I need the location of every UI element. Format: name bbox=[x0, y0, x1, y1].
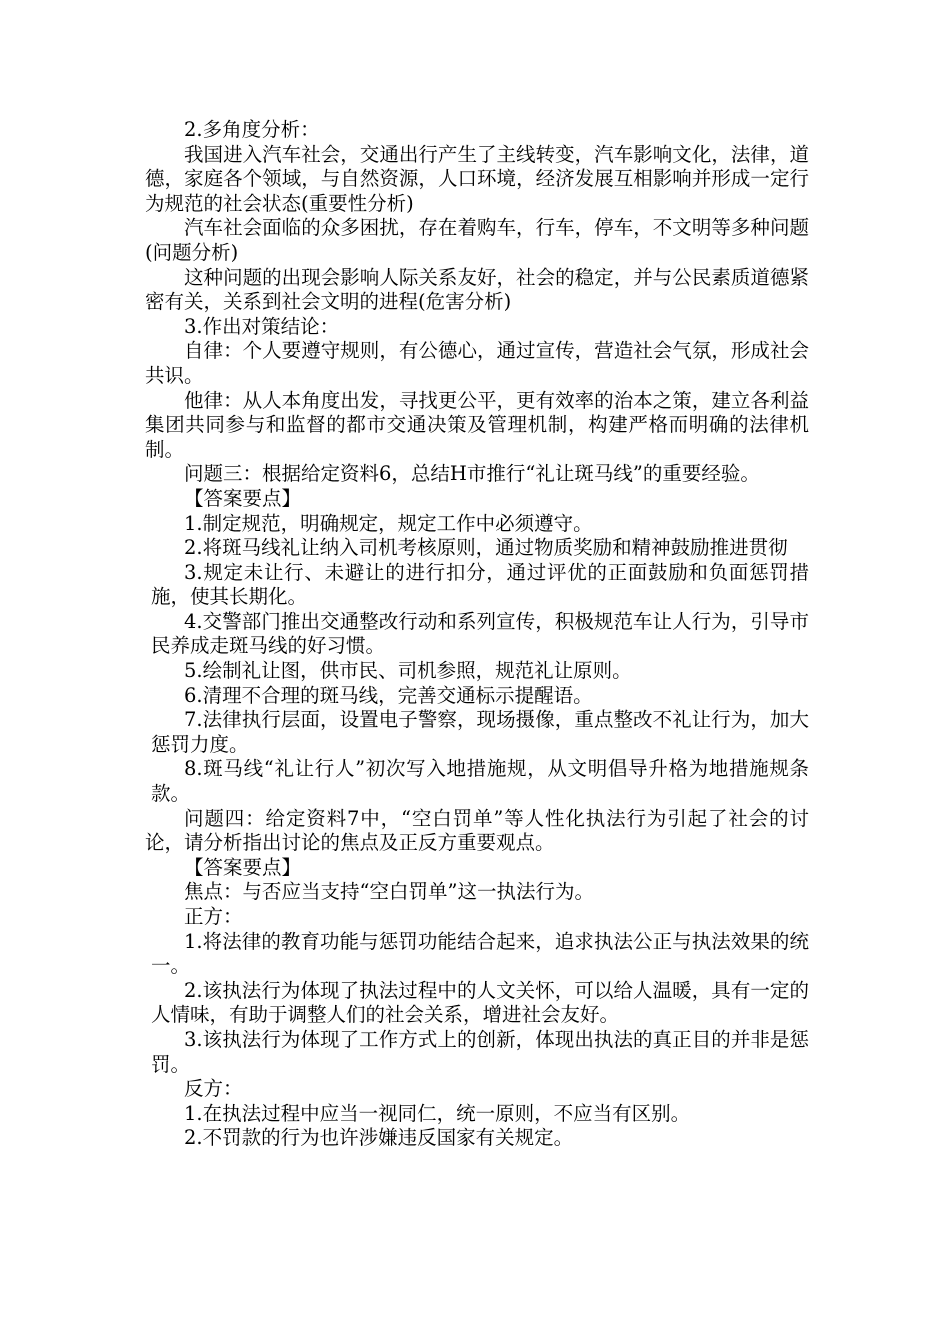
pro-point: 2.该执法行为体现了执法过程中的人文关怀，可以给人温暖，具有一定的人情味，有助于调整人们的社会关系，增进社会友好。 bbox=[151, 978, 809, 1027]
paragraph-self-discipline: 自律：个人要遵守规则，有公德心，通过宣传，营造社会气氛，形成社会共识。 bbox=[145, 339, 809, 387]
heading-pro-side: 正方： bbox=[184, 905, 243, 928]
pro-point: 3.该执法行为体现了工作方式上的创新，体现出执法的真正目的并非是惩罚。 bbox=[151, 1027, 809, 1076]
paragraph-problem-analysis: 汽车社会面临的众多困扰，存在着购车，行车，停车，不文明等多种问题(问题分析) bbox=[145, 216, 809, 264]
heading-con-side: 反方： bbox=[184, 1077, 243, 1101]
answer-points-heading: 【答案要点】 bbox=[184, 486, 302, 510]
answer-item: 5.绘制礼让图，供市民、司机参照，规范礼让原则。 bbox=[184, 659, 632, 683]
question-four: 问题四：给定资料7中，“空白罚单”等人性化执法行为引起了社会的讨论，请分析指出讨论的焦点及正反方重要观点。 bbox=[145, 806, 809, 855]
answer-item: 7.法律执行层面，设置电子警察，现场摄像，重点整改不礼让行为，加大惩罚力度。 bbox=[151, 708, 809, 756]
answer-item: 8.斑马线“礼让行人”初次写入地措施规，从文明倡导升格为地措施规条款。 bbox=[151, 757, 809, 806]
answer-item: 3.规定未让行、未避让的进行扣分，通过评优的正面鼓励和负面惩罚措施，使其长期化。 bbox=[151, 560, 809, 609]
heading-multi-angle-analysis: 2.多角度分析： bbox=[184, 118, 320, 141]
paragraph-importance-analysis: 我国进入汽车社会，交通出行产生了主线转变，汽车影响文化，法律，道德，家庭各个领域，与自然资源，人口环境，经济发展互相影响并形成一定行为规范的社会状态(重要性分析) bbox=[145, 142, 809, 215]
paragraph-focus: 焦点：与否应当支持“空白罚单”这一执法行为。 bbox=[184, 880, 594, 904]
document-body bbox=[145, 118, 809, 1151]
con-point: 1.在执法过程中应当一视同仁，统一原则，不应当有区别。 bbox=[184, 1101, 691, 1125]
answer-item: 1.制定规范，明确规定，规定工作中必须遵守。 bbox=[184, 511, 593, 535]
paragraph-harm-analysis: 这种问题的出现会影响人际关系友好，社会的稳定，并与公民素质道德紧密有关，关系到社会文明的进程(危害分析) bbox=[145, 265, 809, 314]
paragraph-external-discipline: 他律：从人本角度出发，寻找更公平，更有效率的治本之策，建立各利益集团共同参与和监督的都市交通决策及管理机制，构建严格而明确的法律机制。 bbox=[145, 388, 809, 461]
answer-item: 4.交警部门推出交通整改行动和系列宣传，积极规范车让人行为，引导市民养成走斑马线的好习惯。 bbox=[151, 609, 809, 658]
pro-point: 1.将法律的教育功能与惩罚功能结合起来，追求执法公正与执法效果的统一。 bbox=[151, 929, 809, 978]
answer-item: 6.清理不合理的斑马线，完善交通标示提醒语。 bbox=[184, 683, 593, 707]
answer-item: 2.将斑马线礼让纳入司机考核原则，通过物质奖励和精神鼓励推进贯彻 bbox=[184, 536, 788, 560]
con-point: 2.不罚款的行为也许涉嫌违反国家有关规定。 bbox=[184, 1126, 574, 1150]
answer-points-heading: 【答案要点】 bbox=[184, 855, 302, 879]
heading-countermeasures: 3.作出对策结论： bbox=[184, 314, 340, 338]
question-three: 问题三：根据给定资料6，总结H市推行“礼让斑马线”的重要经验。 bbox=[184, 462, 760, 486]
